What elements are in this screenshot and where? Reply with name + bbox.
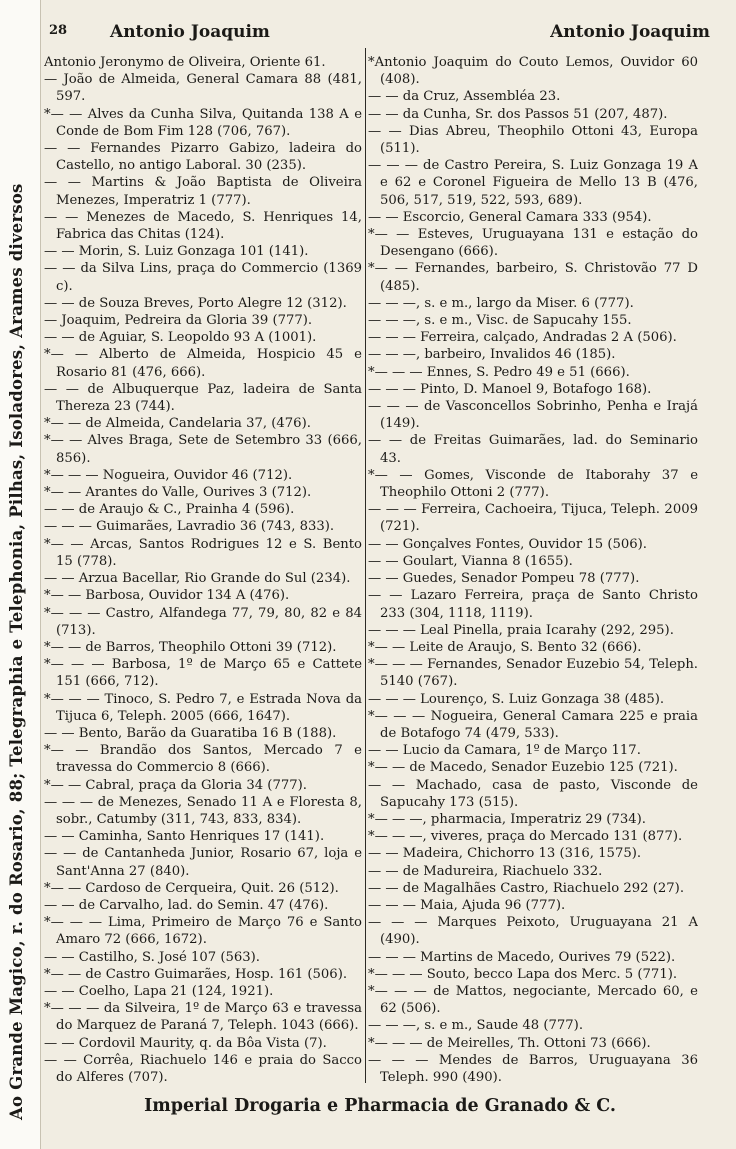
directory-entry: *— — — de Meirelles, Th. Ottoni 73 (666). [368, 1035, 651, 1051]
directory-entry: — — Guedes, Senador Pompeu 78 (777). [368, 571, 640, 587]
directory-entry: *— — — Fernandes, Senador Euzebio 54, Teleph. 5140 (767). [368, 657, 698, 690]
directory-entry: — — — Ferreira, calçado, Andradas 2 A (506). [368, 330, 677, 346]
directory-entry: — — —, s. e m., Visc. de Sapucahy 155. [368, 313, 632, 329]
directory-entry: *— — Fernandes, barbeiro, S. Christovão 77 D (485). [368, 261, 698, 294]
directory-entry: — — — Guimarães, Lavradio 36 (743, 833). [44, 519, 335, 535]
directory-entry: — — Morin, S. Luiz Gonzaga 101 (141). [44, 244, 309, 260]
right-column [368, 54, 698, 1084]
directory-entry: *— — — Ennes, S. Pedro 49 e 51 (666). [368, 364, 630, 380]
directory-entry: — — — Ferreira, Cachoeira, Tijuca, Teleph. 2009 (721). [368, 502, 698, 535]
directory-entry: — — Gonçalves Fontes, Ouvidor 15 (506). [368, 536, 647, 552]
directory-entry: *— — de Castro Guimarães, Hosp. 161 (506). [44, 966, 348, 982]
directory-entry: — — de Freitas Guimarães, lad. do Seminario 43. [368, 433, 698, 466]
directory-entry: — — —, s. e m., largo da Miser. 6 (777). [368, 295, 634, 311]
directory-entry: — — de Souza Breves, Porto Alegre 12 (312). [44, 295, 347, 311]
directory-entry: *— — —, pharmacia, Imperatriz 29 (734). [368, 811, 646, 827]
directory-entry: — — — Lourenço, S. Luiz Gonzaga 38 (485). [368, 691, 665, 707]
directory-entry: *— — Esteves, Uruguayana 131 e estação do Desengano (666). [368, 227, 698, 260]
directory-entry: *— — — Nogueira, Ouvidor 46 (712). [44, 467, 293, 483]
footer-advertisement: Imperial Drogaria e Pharmacia de Granado & C. [144, 1096, 616, 1116]
directory-entry: *— — —, viveres, praça do Mercado 131 (877). [368, 829, 683, 845]
directory-entry: *— — Brandão dos Santos, Mercado 7 e travessa do Commercio 8 (666). [44, 743, 362, 776]
page-number: 28 [49, 23, 68, 38]
directory-entry: Antonio Jeronymo de Oliveira, Oriente 61. [44, 55, 326, 70]
header-left-title: Antonio Joaquim [110, 22, 270, 42]
directory-entry: — — de Araujo & C., Prainha 4 (596). [44, 502, 295, 518]
directory-entry: *— — Leite de Araujo, S. Bento 32 (666). [368, 639, 642, 655]
directory-entry: — — — Marques Peixoto, Uruguayana 21 A (490). [368, 915, 698, 948]
directory-entry: — — Machado, casa de pasto, Visconde de Sapucahy 173 (515). [368, 777, 698, 810]
directory-entry: — — — Leal Pinella, praia Icarahy (292, 295). [368, 622, 674, 638]
left-column [44, 54, 362, 1084]
directory-entry: — — — de Castro Pereira, S. Luiz Gonzaga 19 A e 62 e Coronel Figueira de Mello 13 B (476, 506, 517, 519, 522, 593, 689). [368, 158, 698, 208]
directory-entry: — — —, s. e m., Saude 48 (777). [368, 1018, 584, 1034]
directory-entry: *— — Arantes do Valle, Ourives 3 (712). [44, 485, 312, 501]
column-divider [365, 48, 366, 1083]
side-advertisement-text: Ao Grande Magico, r. do Rosario, 88; Telegraphia e Telephonia, Pilhas, Isoladores, Arames diversos [7, 183, 26, 1120]
directory-entry: — — — Martins de Macedo, Ourives 79 (522). [368, 949, 676, 965]
directory-entry: *— — de Barros, Theophilo Ottoni 39 (712). [44, 639, 337, 655]
directory-entry: — — — Mendes de Barros, Uruguayana 36 Teleph. 990 (490). [368, 1052, 698, 1084]
directory-entry: *— — de Macedo, Senador Euzebio 125 (721). [368, 760, 678, 776]
directory-entry: *— — de Almeida, Candelaria 37, (476). [44, 416, 311, 432]
directory-entry: *— — — de Mattos, negociante, Mercado 60, e 62 (506). [368, 983, 698, 1017]
directory-entry: — — de Cantanheda Junior, Rosario 67, loja e Sant'Anna 27 (840). [44, 846, 362, 879]
directory-entry: — — Fernandes Pizarro Gabizo, ladeira do Castello, no antigo Laboral. 30 (235). [44, 141, 362, 174]
directory-entry: — Joaquim, Pedreira da Gloria 39 (777). [44, 313, 313, 329]
directory-entry: *— — — Nogueira, General Camara 225 e praia de Botafogo 74 (479, 533). [368, 708, 698, 741]
directory-entry: — — Escorcio, General Camara 333 (954). [368, 209, 652, 225]
directory-entry: — — de Carvalho, lad. do Semin. 47 (476). [44, 897, 329, 913]
directory-entry: *— — — Lima, Primeiro de Março 76 e Santo Amaro 72 (666, 1672). [44, 915, 362, 948]
directory-entry: *— — — Tinoco, S. Pedro 7, e Estrada Nova da Tijuca 6, Teleph. 2005 (666, 1647). [44, 691, 362, 724]
page-header [44, 20, 724, 42]
directory-entry: — — — Maia, Ajuda 96 (777). [368, 897, 566, 913]
directory-entry: — — Corrêa, Riachuelo 146 e praia do Sacco do Alferes (707). [44, 1052, 362, 1084]
directory-entry: — — Menezes de Macedo, S. Henriques 14, Fabrica das Chitas (124). [44, 209, 362, 243]
directory-entry: — — Bento, Barão da Guaratiba 16 B (188). [44, 725, 337, 741]
directory-entry: — — Coelho, Lapa 21 (124, 1921). [44, 983, 274, 999]
directory-entry: — — da Cunha, Sr. dos Passos 51 (207, 487). [368, 106, 668, 122]
side-advertisement-strip [0, 0, 41, 1149]
directory-entry: *Antonio Joaquim do Couto Lemos, Ouvidor 60 (408). [368, 55, 698, 88]
directory-entry: — — Caminha, Santo Henriques 17 (141). [44, 829, 325, 845]
directory-entry: *— — Cardoso de Cerqueira, Quit. 26 (512). [44, 880, 339, 896]
directory-entry: — — Castilho, S. José 107 (563). [44, 949, 260, 965]
directory-entry: — — Madeira, Chichorro 13 (316, 1575). [368, 846, 642, 862]
directory-entry: *— — Cabral, praça da Gloria 34 (777). [44, 777, 307, 793]
directory-entry: — — de Aguiar, S. Leopoldo 93 A (1001). [44, 330, 317, 346]
directory-entry: *— — Barbosa, Ouvidor 134 A (476). [44, 588, 290, 604]
directory-entry: — — — Pinto, D. Manoel 9, Botafogo 168). [368, 381, 652, 397]
directory-entry: *— — Gomes, Visconde de Itaborahy 37 e Theophilo Ottoni 2 (777). [368, 467, 698, 501]
directory-entry: — — de Madureira, Riachuelo 332. [368, 863, 603, 879]
header-right-title: Antonio Joaquim [550, 22, 710, 42]
directory-entry: — — — de Menezes, Senado 11 A e Floresta 8, sobr., Catumby (311, 743, 833, 834). [44, 794, 362, 827]
directory-entry: *— — Alves Braga, Sete de Setembro 33 (666, 856). [44, 433, 362, 466]
directory-entry: *— — Arcas, Santos Rodrigues 12 e S. Bento 15 (778). [44, 536, 362, 569]
directory-entry: — João de Almeida, General Camara 88 (481, 597. [44, 72, 362, 105]
directory-entry: — — de Albuquerque Paz, ladeira de Santa Thereza 23 (744). [44, 381, 362, 415]
directory-entry: — — de Magalhães Castro, Riachuelo 292 (27). [368, 880, 685, 896]
directory-entry: *— — — Castro, Alfandega 77, 79, 80, 82 e 84 (713). [44, 605, 362, 638]
directory-entry: *— — — da Silveira, 1º de Março 63 e travessa do Marquez de Paraná 7, Teleph. 1043 (666). [44, 1001, 362, 1034]
directory-entry: *— — Alves da Cunha Silva, Quitanda 138 A e Conde de Bom Fim 128 (706, 767). [44, 106, 362, 139]
directory-entry: *— — — Barbosa, 1º de Março 65 e Cattete 151 (666, 712). [44, 657, 362, 690]
directory-entry: — — Dias Abreu, Theophilo Ottoni 43, Europa (511). [368, 123, 698, 157]
directory-entry: — — da Silva Lins, praça do Commercio (1369 c). [44, 261, 362, 294]
directory-entry: — — —, barbeiro, Invalidos 46 (185). [368, 347, 616, 363]
directory-entry: — — Goulart, Vianna 8 (1655). [368, 553, 573, 569]
directory-entry: *— — — Souto, becco Lapa dos Merc. 5 (771). [368, 966, 678, 982]
directory-entry: — — Arzua Bacellar, Rio Grande do Sul (234). [44, 571, 351, 587]
directory-entry: *— — Alberto de Almeida, Hospicio 45 e Rosario 81 (476, 666). [44, 347, 362, 380]
directory-entry: — — Cordovil Maurity, q. da Bôa Vista (7). [44, 1035, 327, 1051]
directory-entry: — — — de Vasconcellos Sobrinho, Penha e Irajá (149). [368, 399, 698, 432]
directory-entry: — — Martins & João Baptista de Oliveira Menezes, Imperatriz 1 (777). [44, 175, 362, 208]
directory-entry: — — Lazaro Ferreira, praça de Santo Christo 233 (304, 1118, 1119). [368, 588, 698, 621]
directory-entry: — — Lucio da Camara, 1º de Março 117. [368, 743, 641, 759]
directory-entry: — — da Cruz, Assembléa 23. [368, 89, 561, 105]
